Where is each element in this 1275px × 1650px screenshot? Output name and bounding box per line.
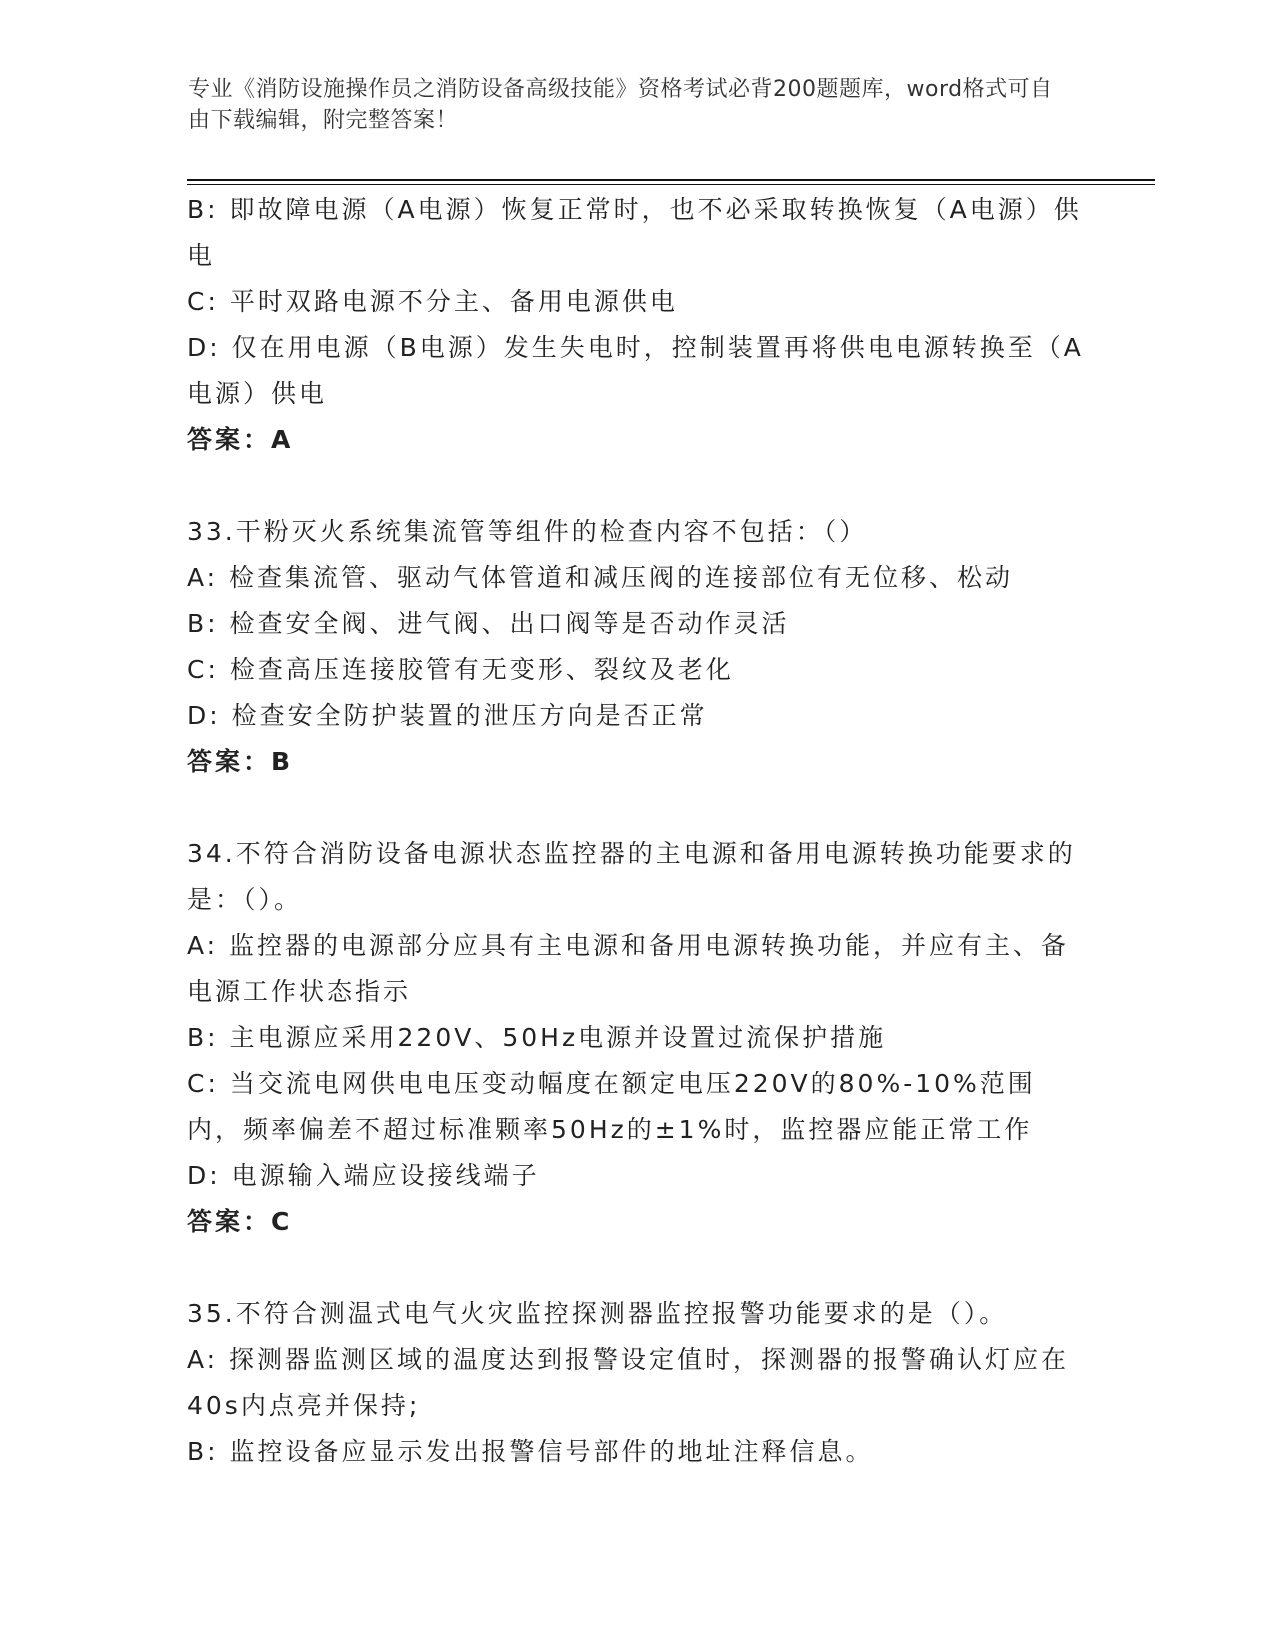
header-divider xyxy=(187,179,1155,185)
question-34 xyxy=(187,831,1087,1245)
spacer xyxy=(187,463,1087,509)
spacer xyxy=(187,1245,1087,1291)
answer: 答案：C xyxy=(187,1207,293,1236)
question-33 xyxy=(187,509,1087,785)
answer: 答案：B xyxy=(187,747,294,776)
option-d: D: 电源输入端应设接线端子 xyxy=(187,1161,540,1190)
option-b: B: 监控设备应显示发出报警信号部件的地址注释信息。 xyxy=(187,1437,874,1466)
page-header: 专业《消防设施操作员之消防设备高级技能》资格考试必背200题题库，word格式可自由下载编辑，附完整答案！ xyxy=(188,77,1053,133)
option-b: B: 检查安全阀、进气阀、出口阀等是否动作灵活 xyxy=(187,609,790,638)
document-body xyxy=(187,187,1087,1475)
question-35 xyxy=(187,1291,1087,1475)
option-a: A: 检查集流管、驱动气体管道和减压阀的连接部位有无位移、松动 xyxy=(187,563,1014,592)
question-stem: 33.干粉灭火系统集流管等组件的检查内容不包括：（） xyxy=(187,517,868,546)
spacer xyxy=(187,785,1087,831)
question-32-continued xyxy=(187,187,1087,463)
option-c: C: 平时双路电源不分主、备用电源供电 xyxy=(187,287,678,316)
option-b: B: 即故障电源（A电源）恢复正常时，也不必采取转换恢复（A电源）供电 xyxy=(187,195,1082,270)
option-a: A: 探测器监测区域的温度达到报警设定值时，探测器的报警确认灯应在40s内点亮并保持; xyxy=(187,1345,1070,1420)
option-d: D: 仅在用电源（B电源）发生失电时，控制装置再将供电电源转换至（A电源）供电 xyxy=(187,333,1084,408)
option-c: C: 当交流电网供电电压变动幅度在额定电压220V的80%-10%范围内，频率偏差不超过标准颗率50Hz的±1%时，监控器应能正常工作 xyxy=(187,1069,1036,1144)
option-b: B: 主电源应采用220V、50Hz电源并设置过流保护措施 xyxy=(187,1023,887,1052)
option-d: D: 检查安全防护装置的泄压方向是否正常 xyxy=(187,701,708,730)
option-c: C: 检查高压连接胶管有无变形、裂纹及老化 xyxy=(187,655,734,684)
question-stem: 34.不符合消防设备电源状态监控器的主电源和备用电源转换功能要求的是：（）。 xyxy=(187,839,1076,914)
option-a: A: 监控器的电源部分应具有主电源和备用电源转换功能，并应有主、备电源工作状态指示 xyxy=(187,931,1070,1006)
question-stem: 35.不符合测温式电气火灾监控探测器监控报警功能要求的是（）。 xyxy=(187,1299,1008,1328)
answer: 答案：A xyxy=(187,425,294,454)
